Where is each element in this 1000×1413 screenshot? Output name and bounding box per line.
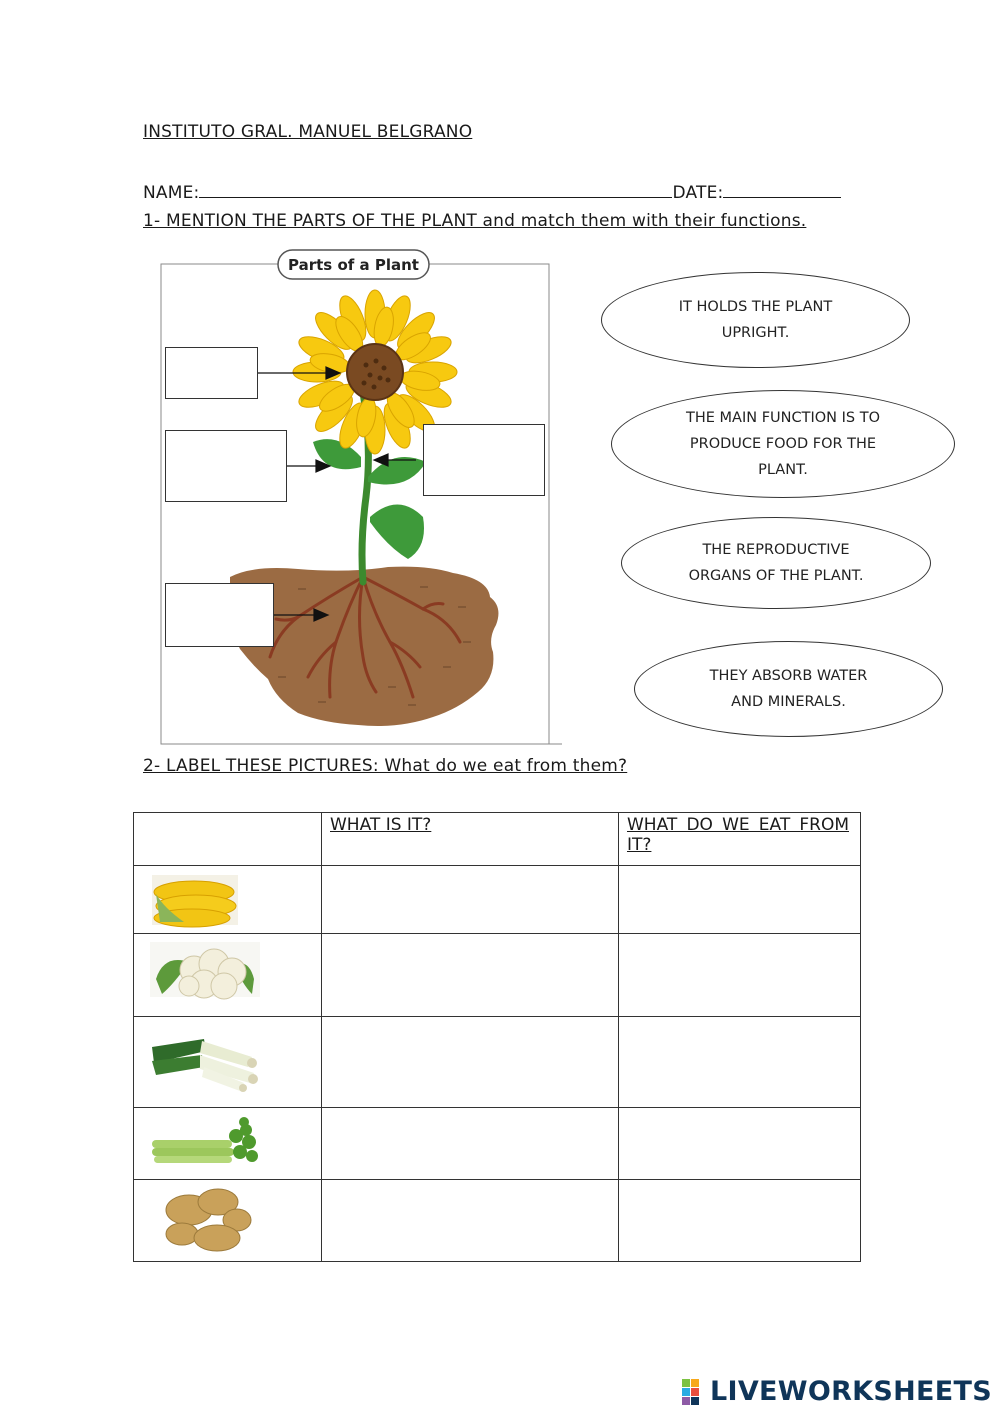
what-we-eat-cell[interactable]	[619, 1017, 861, 1108]
picture-cell	[134, 934, 322, 1017]
vegetable-table	[133, 812, 861, 1262]
header-cell-eat	[619, 813, 861, 866]
section2-instruction: 2- LABEL THESE PICTURES: What do we eat from them?	[143, 756, 628, 776]
function-text-2: THE MAIN FUNCTION IS TO PRODUCE FOOD FOR THE PLANT.	[686, 410, 880, 478]
table-row	[134, 1017, 861, 1108]
header-cell-what	[322, 813, 619, 866]
table-header-row	[134, 813, 861, 866]
function-text-1: IT HOLDS THE PLANT UPRIGHT.	[678, 299, 833, 341]
school-name: INSTITUTO GRAL. MANUEL BELGRANO	[143, 122, 473, 142]
name-label: NAME:	[143, 183, 200, 203]
liveworksheets-brand: LIVEWORKSHEETS	[709, 1376, 992, 1407]
corn-picture	[134, 866, 321, 929]
table-row	[134, 1180, 861, 1262]
liveworksheets-logo	[682, 1376, 992, 1407]
date-field[interactable]	[723, 181, 841, 198]
header-what-label: WHAT IS IT?	[330, 815, 432, 835]
what-is-it-cell[interactable]	[322, 1180, 619, 1262]
table-row	[134, 934, 861, 1017]
name-date-line	[143, 181, 853, 203]
header-eat-label: WHAT DO WE EAT FROM IT?	[627, 815, 849, 855]
label-box-leaves[interactable]	[165, 430, 287, 502]
picture-cell	[134, 866, 322, 934]
what-is-it-cell[interactable]	[322, 1017, 619, 1108]
liveworksheets-logo-icon	[682, 1379, 708, 1405]
function-text-4: THEY ABSORB WATER AND MINERALS.	[709, 668, 868, 710]
leek-picture	[134, 1017, 321, 1103]
table-row	[134, 1108, 861, 1180]
what-is-it-cell[interactable]	[322, 866, 619, 934]
date-label: DATE:	[672, 183, 724, 203]
what-is-it-cell[interactable]	[322, 1108, 619, 1180]
what-is-it-cell[interactable]	[322, 934, 619, 1017]
what-we-eat-cell[interactable]	[619, 1180, 861, 1262]
table-row	[134, 866, 861, 934]
header-cell-picture	[134, 813, 322, 866]
picture-cell	[134, 1108, 322, 1180]
what-we-eat-cell[interactable]	[619, 866, 861, 934]
potato-picture	[134, 1180, 321, 1257]
label-box-flower[interactable]	[165, 347, 258, 399]
function-text-3: THE REPRODUCTIVE ORGANS OF THE PLANT.	[688, 542, 864, 584]
function-ellipse-2[interactable]	[611, 390, 955, 498]
label-box-roots[interactable]	[165, 583, 274, 647]
function-ellipse-4[interactable]	[634, 641, 943, 737]
label-box-stem[interactable]	[423, 424, 545, 496]
celery-picture	[134, 1108, 321, 1175]
picture-cell	[134, 1017, 322, 1108]
cauliflower-picture	[134, 934, 321, 1012]
section1-instruction: 1- MENTION THE PARTS OF THE PLANT and match them with their functions.	[143, 211, 807, 231]
what-we-eat-cell[interactable]	[619, 934, 861, 1017]
function-ellipse-3[interactable]	[621, 517, 931, 609]
function-ellipse-1[interactable]	[601, 272, 910, 368]
picture-cell	[134, 1180, 322, 1262]
name-field[interactable]	[199, 181, 672, 198]
diagram-title: Parts of a Plant	[288, 255, 419, 274]
what-we-eat-cell[interactable]	[619, 1108, 861, 1180]
